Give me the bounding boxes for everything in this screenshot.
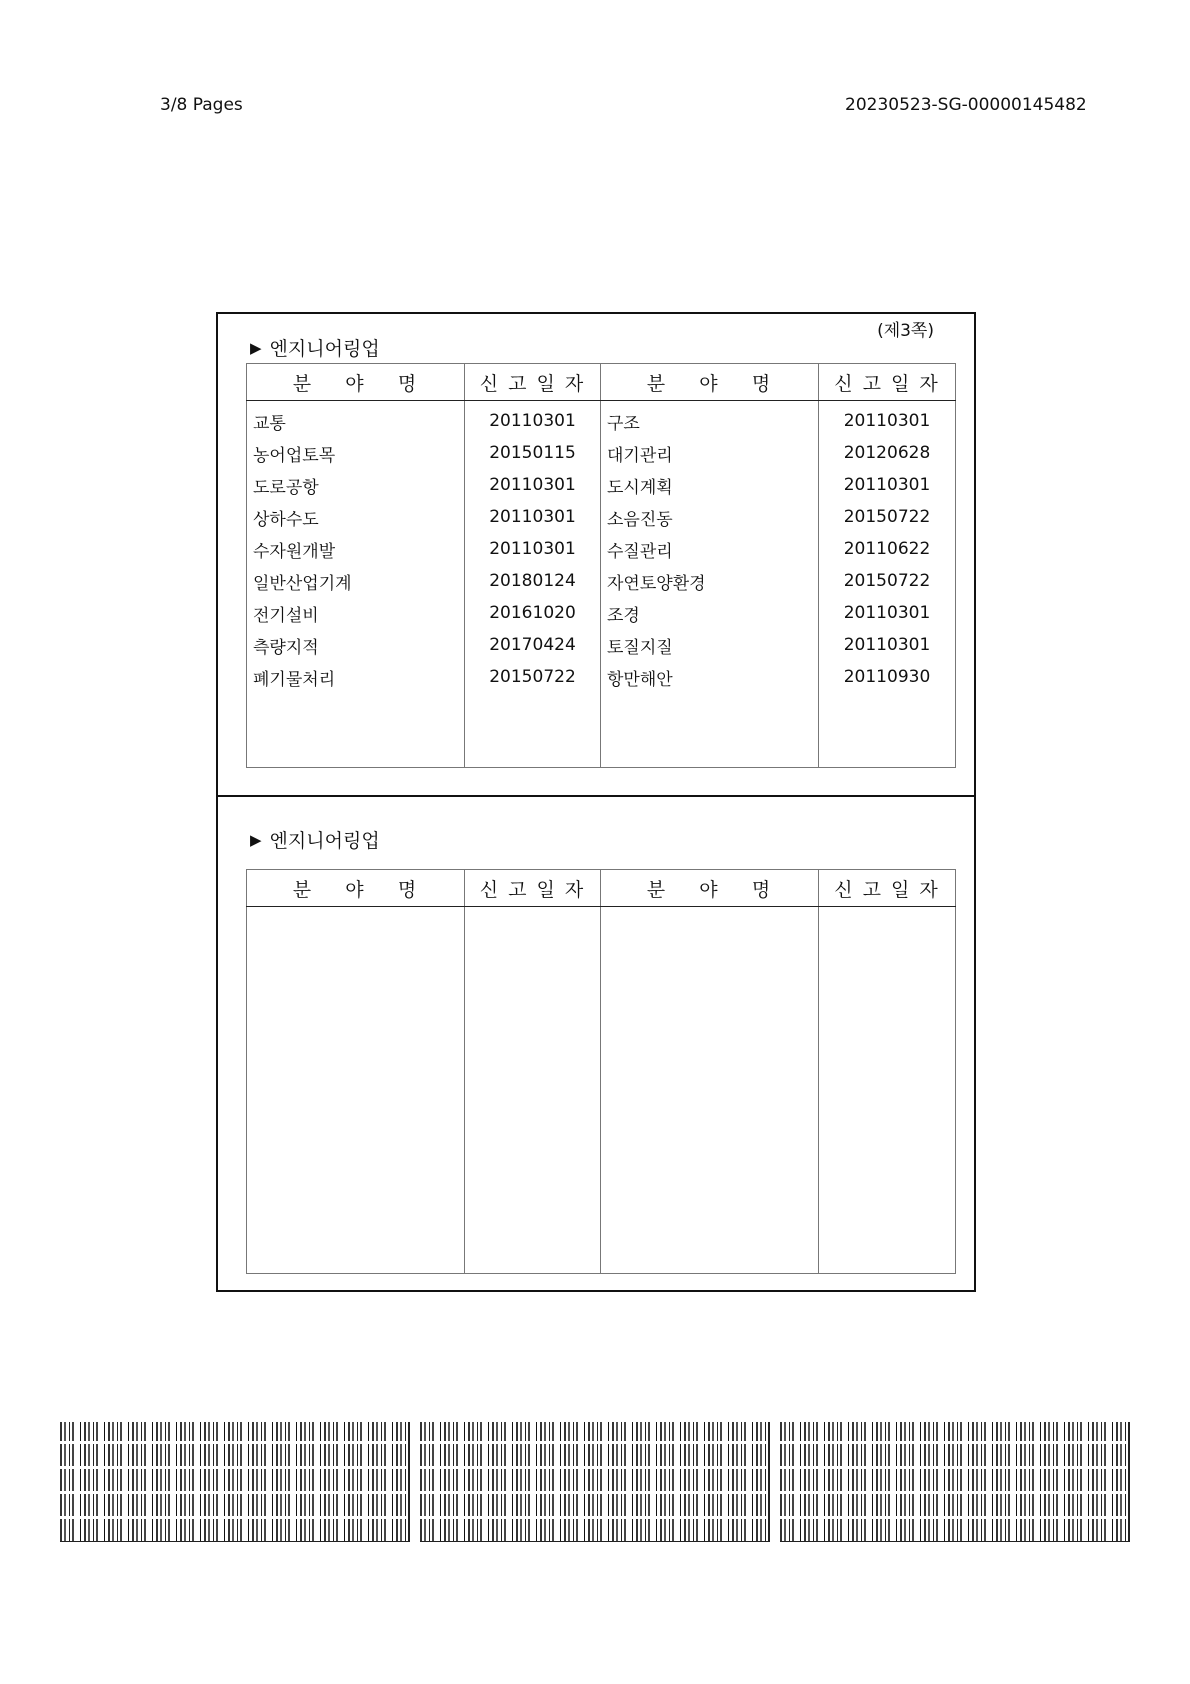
field-name-cell: 소음진동 bbox=[601, 501, 819, 533]
field-name-cell: 수자원개발 bbox=[247, 533, 465, 565]
column-header-field: 분 야 명 bbox=[247, 364, 465, 401]
empty-cell bbox=[819, 693, 956, 768]
empty-cell bbox=[819, 907, 956, 1274]
column-header-field: 분 야 명 bbox=[601, 870, 819, 907]
field-name-cell: 대기관리 bbox=[601, 437, 819, 469]
table-row bbox=[247, 629, 956, 661]
column-header-date: 신 고 일 자 bbox=[819, 870, 956, 907]
column-header-date: 신 고 일 자 bbox=[819, 364, 956, 401]
page-indicator: 3/8 Pages bbox=[160, 95, 243, 115]
barcode-image bbox=[60, 1422, 410, 1542]
report-date-cell: 20110301 bbox=[819, 469, 956, 501]
empty-cell bbox=[465, 693, 601, 768]
empty-cell bbox=[601, 693, 819, 768]
column-header-field: 분 야 명 bbox=[247, 870, 465, 907]
table-row bbox=[247, 597, 956, 629]
report-date-cell: 20180124 bbox=[465, 565, 601, 597]
empty-cell bbox=[247, 907, 465, 1274]
field-name-cell: 수질관리 bbox=[601, 533, 819, 565]
table-row bbox=[247, 565, 956, 597]
form-box bbox=[216, 312, 976, 1292]
page-label: (제3쪽) bbox=[877, 321, 934, 341]
column-header-date: 신 고 일 자 bbox=[465, 870, 601, 907]
triangle-arrow-icon: ▶ bbox=[250, 338, 262, 357]
field-table bbox=[246, 363, 956, 768]
report-date-cell: 20161020 bbox=[465, 597, 601, 629]
field-name-cell: 자연토양환경 bbox=[601, 565, 819, 597]
report-date-cell: 20170424 bbox=[465, 629, 601, 661]
report-date-cell: 20110301 bbox=[465, 469, 601, 501]
field-name-cell: 일반산업기계 bbox=[247, 565, 465, 597]
field-name-cell: 도로공항 bbox=[247, 469, 465, 501]
report-date-cell: 20150722 bbox=[465, 661, 601, 693]
report-date-cell: 20110301 bbox=[819, 401, 956, 438]
section-divider bbox=[218, 795, 974, 797]
table-row bbox=[247, 501, 956, 533]
report-date-cell: 20110301 bbox=[465, 401, 601, 438]
barcode-strip bbox=[420, 1422, 770, 1542]
field-name-cell: 전기설비 bbox=[247, 597, 465, 629]
field-name-cell: 항만해안 bbox=[601, 661, 819, 693]
report-date-cell: 20150722 bbox=[819, 501, 956, 533]
table-row bbox=[247, 469, 956, 501]
field-name-cell: 폐기물처리 bbox=[247, 661, 465, 693]
section-title-text: 엔지니어링업 bbox=[269, 830, 380, 852]
empty-cell bbox=[247, 693, 465, 768]
field-name-cell: 농어업토목 bbox=[247, 437, 465, 469]
empty-cell bbox=[465, 907, 601, 1274]
section-title-text: 엔지니어링업 bbox=[269, 338, 380, 360]
report-date-cell: 20150722 bbox=[819, 565, 956, 597]
document-number: 20230523-SG-00000145482 bbox=[845, 95, 1087, 115]
column-header-date: 신 고 일 자 bbox=[465, 364, 601, 401]
triangle-arrow-icon: ▶ bbox=[250, 830, 262, 849]
report-date-cell: 20110930 bbox=[819, 661, 956, 693]
table-row bbox=[247, 401, 956, 438]
report-date-cell: 20120628 bbox=[819, 437, 956, 469]
field-name-cell: 조경 bbox=[601, 597, 819, 629]
barcode-image bbox=[420, 1422, 770, 1542]
report-date-cell: 20110622 bbox=[819, 533, 956, 565]
barcode-strip bbox=[780, 1422, 1130, 1542]
column-header-field: 분 야 명 bbox=[601, 364, 819, 401]
field-name-cell: 상하수도 bbox=[247, 501, 465, 533]
table-row bbox=[247, 661, 956, 693]
report-date-cell: 20110301 bbox=[465, 533, 601, 565]
section-title bbox=[250, 334, 380, 361]
table-row bbox=[247, 533, 956, 565]
field-name-cell: 측량지적 bbox=[247, 629, 465, 661]
section-title bbox=[250, 826, 380, 853]
field-name-cell: 도시계획 bbox=[601, 469, 819, 501]
field-name-cell: 구조 bbox=[601, 401, 819, 438]
table-row bbox=[247, 437, 956, 469]
barcode-strip bbox=[60, 1422, 410, 1542]
empty-filler-row bbox=[247, 907, 956, 1274]
report-date-cell: 20110301 bbox=[819, 597, 956, 629]
field-table bbox=[246, 869, 956, 1274]
report-date-cell: 20110301 bbox=[819, 629, 956, 661]
field-name-cell: 교통 bbox=[247, 401, 465, 438]
barcode-image bbox=[780, 1422, 1130, 1542]
empty-cell bbox=[601, 907, 819, 1274]
report-date-cell: 20150115 bbox=[465, 437, 601, 469]
field-name-cell: 토질지질 bbox=[601, 629, 819, 661]
report-date-cell: 20110301 bbox=[465, 501, 601, 533]
empty-filler-row bbox=[247, 693, 956, 768]
